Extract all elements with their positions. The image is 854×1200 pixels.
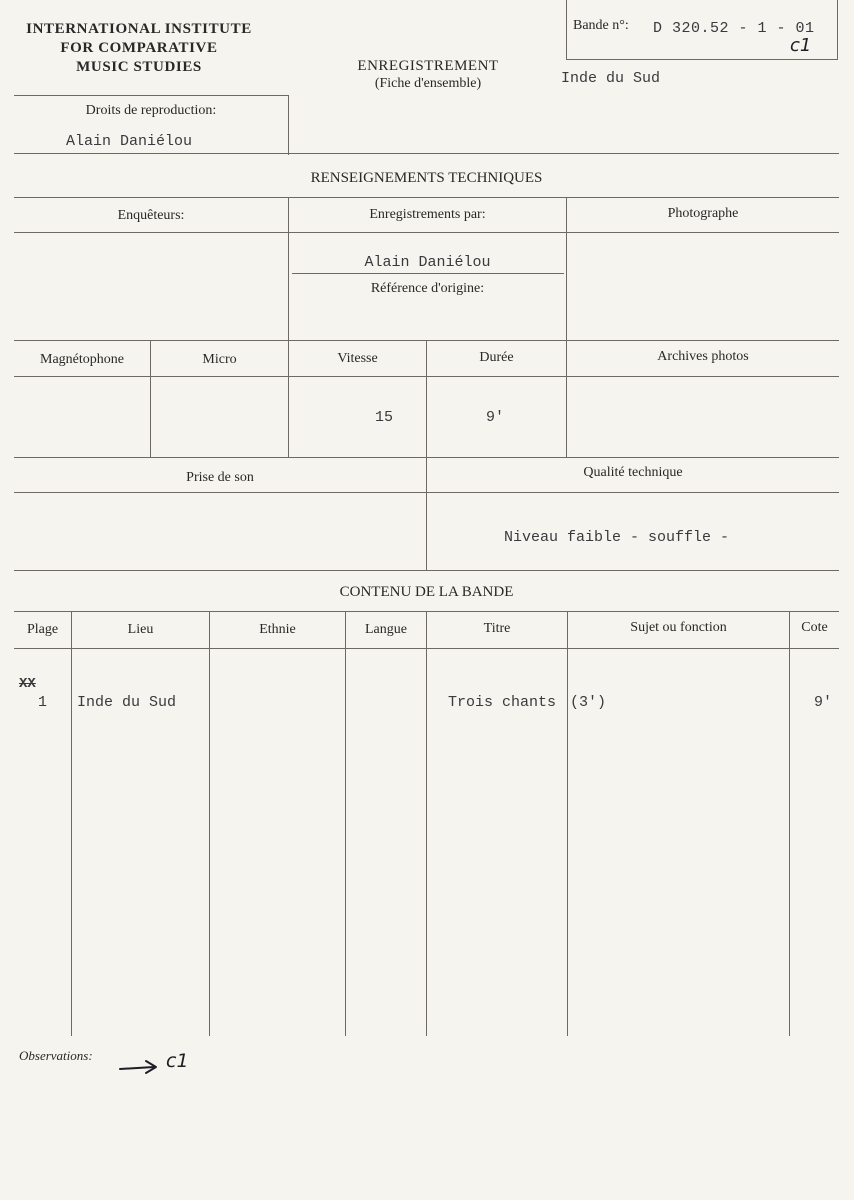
col-divider-2 xyxy=(566,197,567,341)
vitesse-value: 15 xyxy=(375,409,394,426)
form-title-block xyxy=(330,58,526,92)
rights-label: Droits de reproduction: xyxy=(85,103,217,118)
row-1-sujet: (3') xyxy=(570,694,607,711)
row-1-lieu: Inde du Sud xyxy=(77,694,177,711)
observations-handwritten: c1 xyxy=(166,1050,189,1072)
equip-divider-1 xyxy=(150,340,151,458)
magnetophone-label: Magnétophone xyxy=(40,352,124,367)
rights-value: Alain Daniélou xyxy=(66,133,193,150)
enqueteurs-label: Enquêteurs: xyxy=(117,208,185,223)
equip-divider-4 xyxy=(566,340,567,458)
row-1-cote: 9' xyxy=(814,694,833,711)
reference-label: Référence d'origine: xyxy=(370,281,485,296)
bande-label: Bande n°: xyxy=(573,18,629,33)
table-divider-lieu xyxy=(209,611,210,1036)
institute-name xyxy=(8,20,270,77)
table-divider-sujet xyxy=(789,611,790,1036)
bande-box-bottom xyxy=(566,59,838,60)
rights-box-right xyxy=(288,95,289,155)
equip-divider-2 xyxy=(288,340,289,458)
form-subtitle: (Fiche d'ensemble) xyxy=(374,76,482,91)
contents-section-title: CONTENU DE LA BANDE xyxy=(339,584,514,600)
qualite-technique-value: Niveau faible - souffle - xyxy=(504,529,730,546)
col-header-sujet: Sujet ou fonction xyxy=(630,620,727,635)
bande-box-left xyxy=(566,0,567,60)
observations-label: Observations: xyxy=(19,1048,93,1063)
equip-divider-3 xyxy=(426,340,427,458)
col-header-titre: Titre xyxy=(483,621,511,636)
prise-divider xyxy=(426,457,427,571)
institute-line-2: FOR COMPARATIVE xyxy=(60,40,218,56)
bande-box-right xyxy=(837,0,838,60)
rights-box-top xyxy=(14,95,289,96)
enregistrements-value: Alain Daniélou xyxy=(364,254,491,271)
row-1-plage: 1 xyxy=(38,694,48,711)
col-header-cote: Cote xyxy=(801,620,828,635)
vitesse-label: Vitesse xyxy=(337,351,378,366)
technical-section-title: RENSEIGNEMENTS TECHNIQUES xyxy=(310,170,543,186)
rights-box-bottom xyxy=(14,153,839,154)
struck-plage-mark: XX xyxy=(19,676,36,692)
arrow-icon xyxy=(118,1058,162,1076)
table-divider-ethnie xyxy=(345,611,346,1036)
col-header-lieu: Lieu xyxy=(127,622,154,637)
bande-handwritten: c1 xyxy=(790,35,812,56)
prise-de-son-label: Prise de son xyxy=(186,470,254,485)
bande-number: D 320.52 - 1 - 01 xyxy=(653,20,815,37)
form-title: ENREGISTREMENT xyxy=(357,58,499,74)
technical-top-rule xyxy=(14,197,839,198)
enregistrements-label: Enregistrements par: xyxy=(369,207,486,222)
institute-line-3: MUSIC STUDIES xyxy=(76,59,202,75)
col-header-langue: Langue xyxy=(365,622,407,637)
micro-label: Micro xyxy=(202,352,237,367)
col-header-plage: Plage xyxy=(26,622,59,637)
institute-line-1: INTERNATIONAL INSTITUTE xyxy=(26,21,252,37)
table-divider-titre xyxy=(567,611,568,1036)
table-divider-langue xyxy=(426,611,427,1036)
duree-label: Durée xyxy=(479,350,514,365)
reference-rule xyxy=(292,273,564,274)
technical-header-rule xyxy=(14,232,839,233)
contents-top-rule xyxy=(14,570,839,571)
photographe-label: Photographe xyxy=(667,206,739,221)
qualite-technique-label: Qualité technique xyxy=(583,465,683,480)
duree-value: 9' xyxy=(486,409,505,426)
archives-photos-label: Archives photos xyxy=(657,349,749,364)
table-divider-plage xyxy=(71,611,72,1036)
col-header-ethnie: Ethnie xyxy=(259,622,296,637)
region-value: Inde du Sud xyxy=(561,70,661,87)
row-1-titre: Trois chants xyxy=(448,694,557,711)
